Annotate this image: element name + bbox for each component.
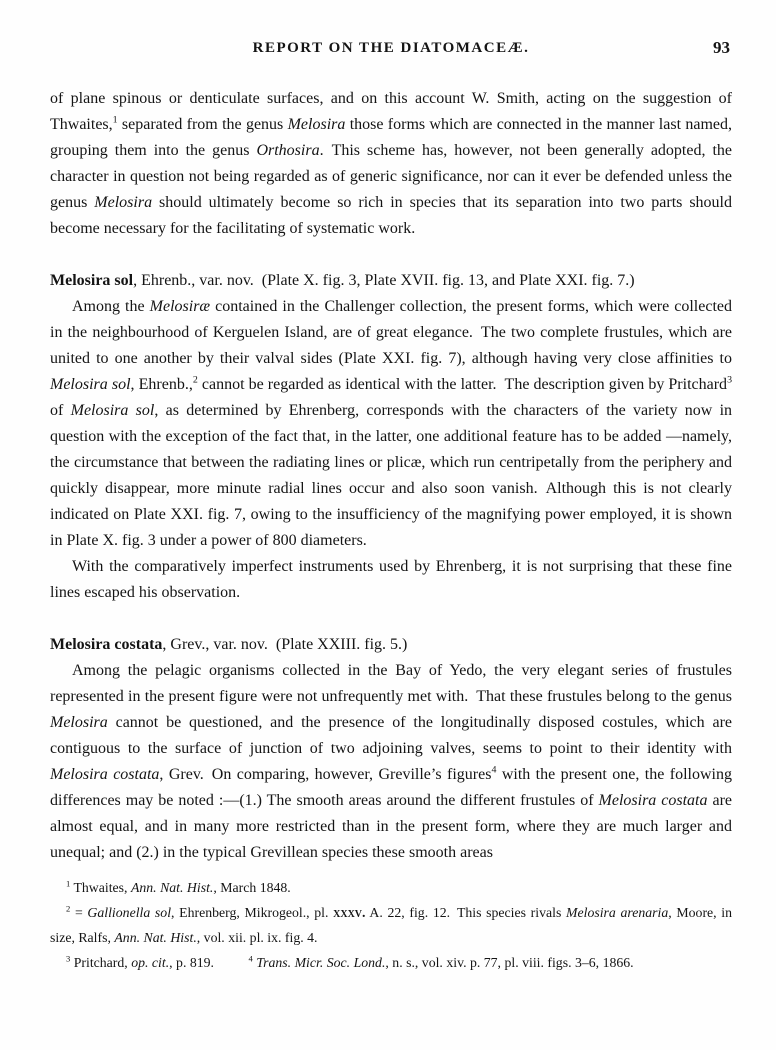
running-title: REPORT ON THE DIATOMACEÆ. bbox=[252, 40, 530, 56]
paragraph-melosira-sol-2: With the comparatively imperfect instruments used by Ehrenberg, it is not surprising that these fine lines escaped his observation. bbox=[50, 558, 732, 601]
footnote-2: $^2$ = Gallionella sol, Ehrenberg, Mikrogeol., pl. xxxv. A. 22, fig. 12. This species rivals Melosira arenaria, Moore, in size, Ralfs, Ann. Nat. Hist., vol. xii. pl. ix. fig. 4. bbox=[50, 903, 733, 945]
footnote-1: $^1$ Thwaites, Ann. Nat. Hist., March 1848. bbox=[66, 878, 291, 895]
footnote-3-and-4: $^3$ Pritchard, op. cit., p. 819. $^4$ Trans. Micr. Soc. Lond., n. s., vol. xiv. p. 77, pl. viii. figs. 3–6, 1866. bbox=[66, 953, 634, 970]
paragraph-melosira-sol-1: Among the Melosiræ contained in the Challenger collection, the present forms, which were collected in the neighbourhood of Kerguelen Island, are of great elegance. The two complete frustules, which are united to one another by their valval sides (Plate XXI. fig. 7), although having very close affinities to Melosira sol, Ehrenb.,$^2$ cannot be regarded as identical with the latter. The description given by Pritchard$^3$ of Melosira sol, as determined by Ehrenberg, corresponds with the characters of the variety now in question with the exception of the fact that, in the latter, one additional feature has to be added —namely, the circumstance that between the radiating lines or plicæ, which run centripetally from the periphery and quickly disappear, more minute radial lines occur and also soon vanish. Although this is not clearly indicated on Plate XXI. fig. 7, owing to the insufficiency of the magnifying power employed, it is shown in Plate X. fig. 3 under a power of 800 diameters. bbox=[50, 298, 733, 549]
paragraph-intro-continuation: of plane spinous or denticulate surfaces, and on this account W. Smith, acting on the suggestion of Thwaites,$^1$ separated from the genus Melosira those forms which are connected in the manner last named, grouping them into the genus Orthosira. This scheme has, however, not been generally adopted, the character in question not being regarded as of generic significance, nor can it ever be defended unless the genus Melosira should ultimately become so rich in species that its separation into two parts should become necessary for the facilitating of systematic work. bbox=[50, 90, 733, 237]
species-heading-melosira-sol: Melosira sol, Ehrenb., var. nov. (Plate X. fig. 3, Plate XVII. fig. 13, and Plate XXI. fig. 7.) bbox=[50, 272, 635, 289]
footnotes-section bbox=[50, 875, 732, 975]
paragraph-melosira-costata-1: Among the pelagic organisms collected in the Bay of Yedo, the very elegant series of frustules represented in the present figure were not unfrequently met with. That these frustules belong to the genus Melosira cannot be questioned, and the presence of the longitudinally disposed costules, which are contiguous to the surface of junction of two adjoining valves, seems to point to their identity with Melosira costata, Grev. On comparing, however, Greville’s figures$^4$ with the present one, the following differences may be noted :—(1.) The smooth areas around the different frustules of Melosira costata are almost equal, and in many more restricted than in the present form, where they are much larger and unequal; and (2.) in the typical Grevillean species these smooth areas bbox=[50, 662, 733, 861]
page-number: 93 bbox=[713, 38, 730, 57]
species-heading-melosira-costata: Melosira costata, Grev., var. nov. (Plate XXIII. fig. 5.) bbox=[50, 636, 408, 653]
page-body bbox=[50, 86, 732, 866]
page-header bbox=[50, 40, 732, 62]
